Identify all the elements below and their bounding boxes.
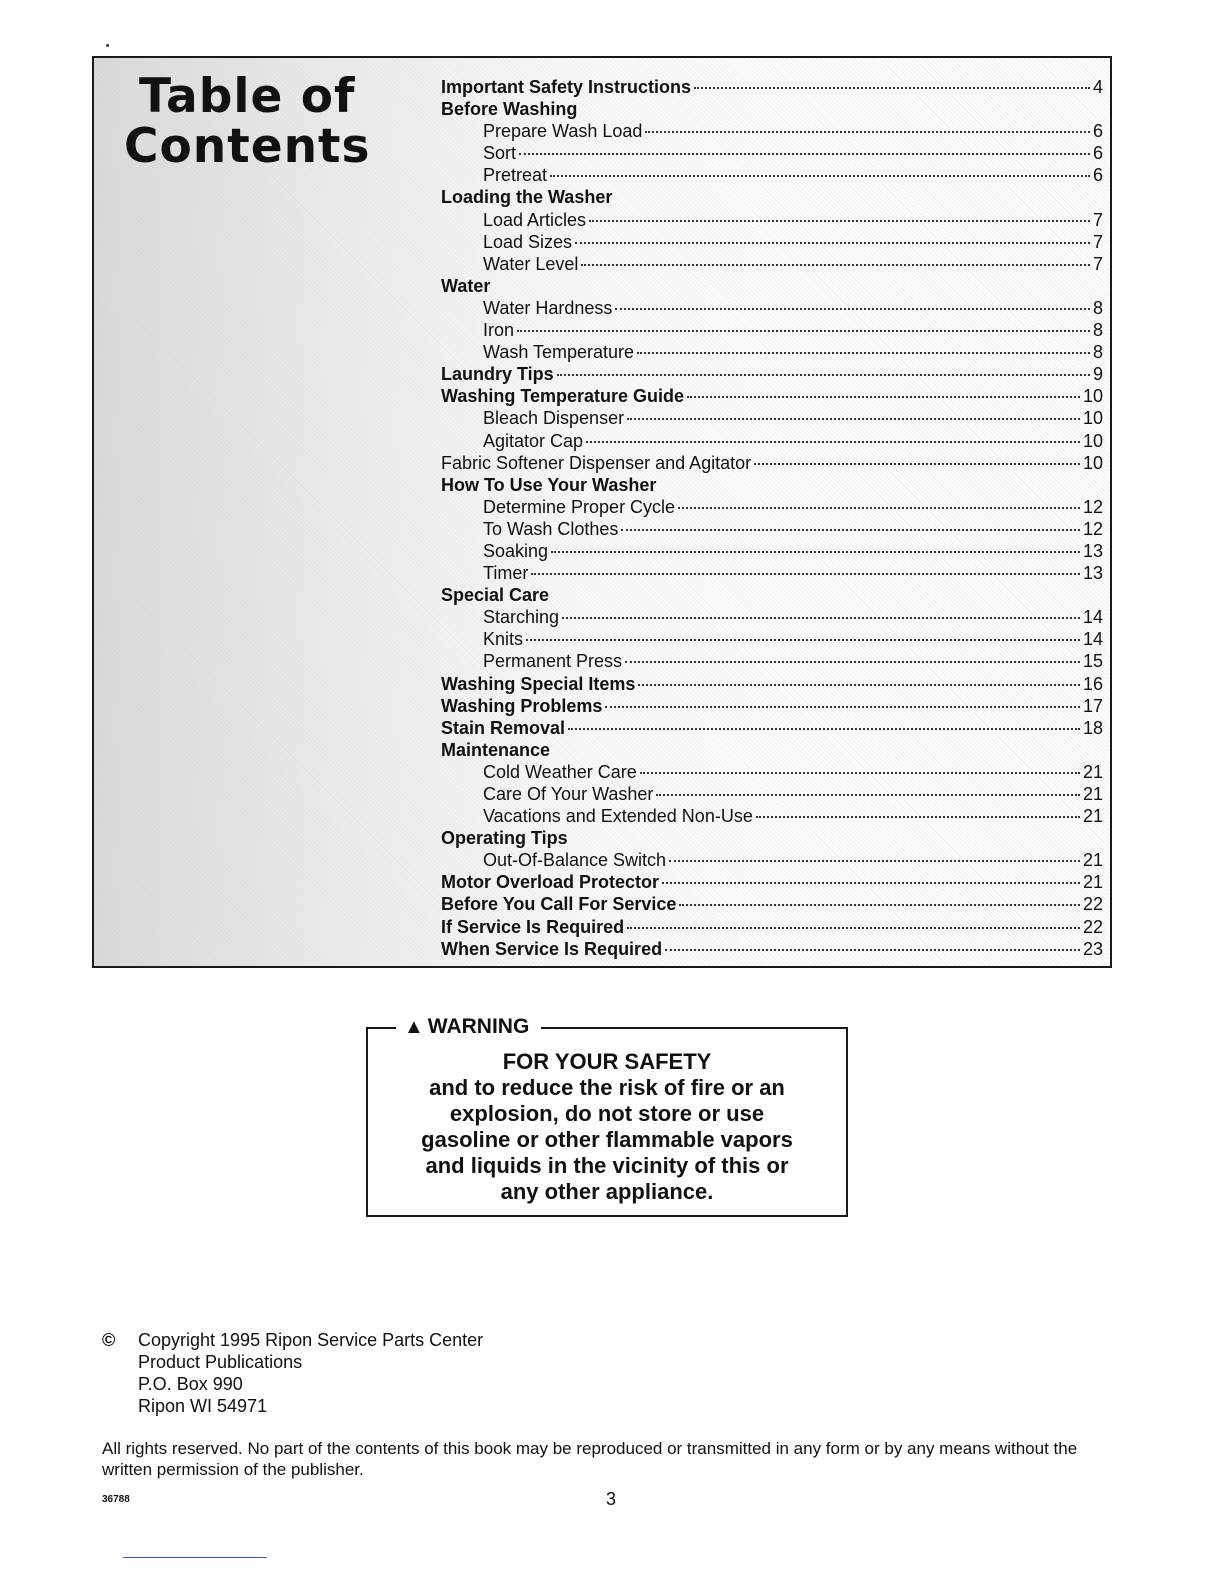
toc-entry	[441, 540, 1103, 562]
toc-entry-label: Cold Weather Care	[483, 761, 637, 782]
toc-entry-label: Iron	[483, 320, 515, 341]
toc-entry	[441, 253, 1103, 275]
toc-entry-label: Sort	[483, 143, 517, 164]
toc-entry-label: Wash Temperature	[483, 342, 635, 363]
toc-entry-page: 13	[1082, 540, 1103, 561]
toc-dot-leader	[656, 794, 1080, 796]
toc-entry-label: Washing Problems	[441, 695, 603, 716]
warning-heading	[396, 1012, 541, 1042]
warning-line: and liquids in the vicinity of this or	[425, 1153, 789, 1178]
toc-dot-leader	[562, 617, 1080, 619]
toc-entry	[441, 474, 1103, 496]
toc-entry-page: 21	[1082, 761, 1103, 782]
copyright-line: Product Publications	[138, 1352, 303, 1372]
toc-entry-label: Loading the Washer	[441, 187, 613, 208]
toc-entry-page: 14	[1082, 629, 1103, 650]
toc-entry-label: Water Level	[483, 253, 579, 274]
toc-entry-label: Knits	[483, 629, 524, 650]
toc-dot-leader	[526, 639, 1080, 641]
toc-entry-label: Important Safety Instructions	[441, 77, 692, 97]
toc-entry-page: 21	[1082, 806, 1103, 827]
toc-entry	[441, 142, 1103, 164]
warning-line: and to reduce the risk of fire or an	[429, 1075, 785, 1100]
toc-dot-leader	[581, 264, 1090, 266]
toc-entry-label: Water	[441, 275, 491, 296]
toc-entry-label: Before Washing	[441, 99, 578, 120]
toc-entry-label: Pretreat	[483, 165, 548, 186]
toc-entry	[441, 938, 1103, 960]
toc-dot-leader	[754, 463, 1080, 465]
rights-reserved-notice: All rights reserved. No part of the contents of this book may be reproduced or transmitted in any form or by any means without the written permission of the publisher.	[102, 1439, 1078, 1479]
toc-entry	[441, 827, 1103, 849]
toc-entry-label: How To Use Your Washer	[441, 474, 657, 495]
toc-dot-leader	[665, 949, 1080, 951]
page-number: 3	[606, 1489, 617, 1509]
toc-dot-leader	[640, 772, 1080, 774]
toc-entry-page: 9	[1092, 364, 1103, 385]
toc-entry-label: Out-Of-Balance Switch	[483, 850, 667, 871]
toc-entry	[441, 430, 1103, 452]
toc-entry	[441, 695, 1103, 717]
toc-dot-leader	[615, 308, 1090, 310]
toc-entry-label: Determine Proper Cycle	[483, 496, 676, 517]
toc-entry-page: 6	[1092, 165, 1103, 186]
toc-entry-label: Permanent Press	[483, 651, 623, 672]
copyright-line: P.O. Box 990	[138, 1374, 243, 1394]
toc-entry-label: Washing Temperature Guide	[441, 386, 685, 407]
toc-entry	[441, 584, 1103, 606]
toc-dot-leader	[621, 529, 1080, 531]
toc-entry-label: Prepare Wash Load	[483, 121, 643, 142]
toc-entry-page: 6	[1092, 143, 1103, 164]
toc-entry-page: 10	[1082, 430, 1103, 451]
toc-entry-page: 12	[1082, 496, 1103, 517]
toc-title-line-2: Contents	[124, 119, 371, 174]
copyright-line: Copyright 1995 Ripon Service Parts Center	[138, 1330, 484, 1350]
toc-entry-page: 15	[1082, 651, 1103, 672]
toc-entry-label: Timer	[483, 563, 529, 584]
toc-entry	[441, 407, 1103, 429]
toc-dot-leader	[638, 684, 1080, 686]
toc-dot-leader	[586, 441, 1080, 443]
toc-dot-leader	[662, 882, 1080, 884]
toc-entry	[441, 496, 1103, 518]
toc-entry	[441, 341, 1103, 363]
toc-entry-page: 7	[1092, 253, 1103, 274]
toc-entry	[441, 783, 1103, 805]
toc-entry	[441, 650, 1103, 672]
toc-entry-page: 23	[1082, 938, 1103, 959]
toc-dot-leader	[637, 352, 1090, 354]
toc-entry-label: Load Articles	[483, 209, 587, 230]
warning-box	[366, 1015, 848, 1217]
toc-entry-page: 4	[1092, 77, 1103, 97]
toc-entry-label: Care Of Your Washer	[483, 784, 654, 804]
toc-entry-page: 10	[1082, 408, 1103, 429]
toc-entry-page: 14	[1082, 607, 1103, 628]
toc-entry-page: 8	[1092, 297, 1103, 318]
toc-entry-label: Agitator Cap	[483, 430, 584, 451]
toc-entry	[441, 739, 1103, 761]
scan-speck	[106, 44, 109, 47]
toc-entry-page: 21	[1082, 850, 1103, 871]
toc-entry-label: When Service Is Required	[441, 938, 663, 959]
toc-dot-leader	[627, 418, 1080, 420]
toc-entry-label: Water Hardness	[483, 297, 613, 318]
toc-dot-leader	[531, 573, 1080, 575]
warning-heading-text: WARNING	[427, 1015, 530, 1038]
toc-entry-page: 17	[1082, 695, 1103, 716]
toc-entry-page: 8	[1092, 342, 1103, 363]
toc-entry-page: 22	[1082, 916, 1103, 937]
toc-entry	[441, 164, 1103, 186]
toc-entry-label: Washing Special Items	[441, 673, 636, 694]
toc-entry-page: 12	[1082, 518, 1103, 539]
toc-entry-page: 21	[1082, 784, 1103, 804]
toc-entry-label: Starching	[483, 607, 560, 628]
toc-dot-leader	[551, 551, 1080, 553]
toc-dot-leader	[568, 728, 1080, 730]
toc-dot-leader	[645, 131, 1090, 133]
toc-entry	[441, 385, 1103, 407]
toc-entry	[441, 275, 1103, 297]
toc-dot-leader	[575, 242, 1090, 244]
toc-entry	[441, 871, 1103, 893]
toc-entry	[441, 319, 1103, 341]
toc-entry	[441, 209, 1103, 231]
toc-title-line-1: Table of	[139, 69, 356, 124]
toc-entry-label: Special Care	[441, 585, 550, 606]
toc-entry-page: 18	[1082, 717, 1103, 738]
toc-dot-leader	[625, 661, 1080, 663]
warning-line: FOR YOUR SAFETY	[502, 1049, 712, 1074]
toc-dot-leader	[550, 175, 1090, 177]
toc-entry-label: If Service Is Required	[441, 916, 625, 937]
toc-entry-label: To Wash Clothes	[483, 518, 619, 539]
toc-entry-page: 16	[1082, 673, 1103, 694]
toc-dot-leader	[694, 87, 1090, 89]
toc-entry-label: Motor Overload Protector	[441, 872, 660, 893]
toc-entry-label: Before You Call For Service	[441, 894, 677, 915]
toc-entry	[441, 363, 1103, 385]
toc-entry	[441, 717, 1103, 739]
toc-dot-leader	[627, 927, 1080, 929]
copyright-symbol: ©	[102, 1330, 116, 1350]
copyright-line: Ripon WI 54971	[138, 1396, 268, 1416]
warning-line: explosion, do not store or use	[449, 1101, 765, 1126]
toc-entry	[441, 518, 1103, 540]
toc-dot-leader	[517, 330, 1090, 332]
toc-entry-page: 7	[1092, 231, 1103, 252]
toc-entry	[441, 98, 1103, 120]
warning-triangle-icon: ▲	[404, 1016, 424, 1038]
toc-entry	[441, 628, 1103, 650]
toc-dot-leader	[678, 507, 1080, 509]
toc-entry	[441, 916, 1103, 938]
toc-entry-label: Laundry Tips	[441, 364, 554, 385]
toc-entry	[441, 761, 1103, 783]
toc-entry-label: Stain Removal	[441, 717, 566, 738]
toc-entry-page: 10	[1082, 386, 1103, 407]
toc-entry	[441, 297, 1103, 319]
toc-entry	[441, 805, 1103, 827]
toc-entry	[441, 231, 1103, 253]
toc-entry-label: Soaking	[483, 540, 549, 561]
toc-entry-label: Bleach Dispenser	[483, 408, 625, 429]
toc-entry-label: Maintenance	[441, 739, 551, 760]
warning-message	[368, 1049, 846, 1205]
toc-dot-leader	[589, 220, 1090, 222]
toc-dot-leader	[756, 816, 1080, 818]
toc-dot-leader	[679, 904, 1080, 906]
copyright-block	[102, 1329, 483, 1417]
toc-dot-leader	[557, 374, 1090, 376]
toc-entry-label: Vacations and Extended Non-Use	[483, 806, 753, 827]
toc-entry	[441, 562, 1103, 584]
toc-entry	[441, 186, 1103, 208]
toc-dot-leader	[519, 153, 1090, 155]
toc-title	[124, 69, 371, 174]
toc-dot-leader	[669, 860, 1080, 862]
warning-line: gasoline or other flammable vapors	[421, 1127, 793, 1152]
toc-entry-page: 13	[1082, 563, 1103, 584]
toc-dot-leader	[687, 396, 1080, 398]
toc-entry	[441, 76, 1103, 98]
toc-entry	[441, 849, 1103, 871]
toc-entry-page: 21	[1082, 872, 1103, 893]
toc-entry	[441, 606, 1103, 628]
toc-entry-page: 7	[1092, 209, 1103, 230]
toc-entry-list	[441, 76, 1103, 960]
toc-entry-label: Fabric Softener Dispenser and Agitator	[441, 452, 752, 473]
toc-entry	[441, 673, 1103, 695]
toc-entry-label: Load Sizes	[483, 231, 573, 252]
toc-entry	[441, 893, 1103, 915]
toc-dot-leader	[605, 706, 1080, 708]
toc-entry	[441, 120, 1103, 142]
warning-line: any other appliance.	[500, 1179, 714, 1204]
toc-entry-label: Operating Tips	[441, 828, 568, 849]
table-of-contents-panel	[92, 56, 1112, 968]
footer-rule	[123, 1557, 267, 1558]
toc-entry	[441, 452, 1103, 474]
toc-entry-page: 10	[1082, 452, 1103, 473]
toc-entry-page: 6	[1092, 121, 1103, 142]
toc-entry-page: 22	[1082, 894, 1103, 915]
toc-entry-page: 8	[1092, 320, 1103, 341]
document-number: 36788	[102, 1494, 130, 1505]
